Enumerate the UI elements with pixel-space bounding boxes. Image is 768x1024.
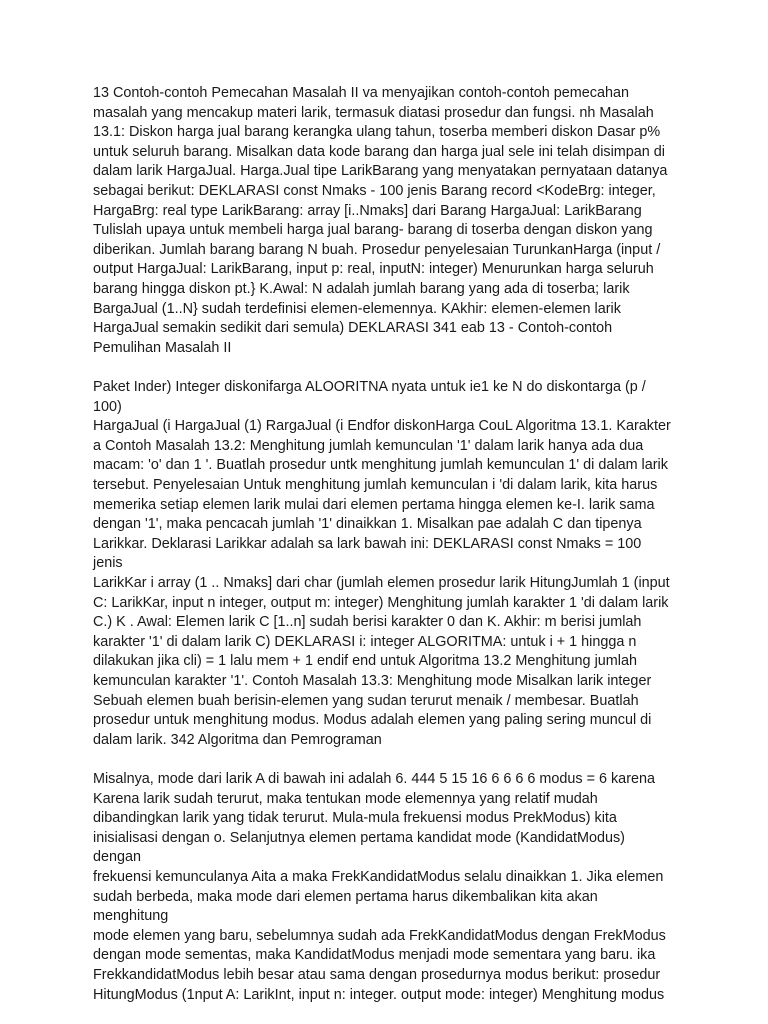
paragraph-1: 13 Contoh-contoh Pemecahan Masalah II va menyajikan contoh-contoh pemecahan masalah yang mencakup materi larik, termasuk diatasi prosedur dan fungsi. nh Masalah 13.1: Diskon harga jual barang kerangka ulang tahun, toserba memberi diskon Dasar p% untuk seluruh barang. Misalkan data kode barang dan harga jual sele ini telah disimpan di dalam larik HargaJual. Harga.Jual tipe LarikBarang yang menyatakan pernyataan datanya sebagai berikut: DEKLARASI const Nmaks - 100 jenis Barang record <KodeBrg: integer, HargaBrg: real type LarikBarang: array [i..Nmaks] dari Barang HargaJual: LarikBarang Tulislah upaya untuk membeli harga jual barang- barang di toserba dengan diskon yang diberikan. Jumlah barang barang N buah. Prosedur penyelesaian TurunkanHarga (input / output HargaJual: LarikBarang, input p: real, inputN: integer) Menurunkan harga seluruh barang hingga diskon pt.} K.Awal: N adalah jumlah barang yang ada di toserba; larik BargaJual (1..N} sudah terdefinisi elemen-elemennya. KAkhir: elemen-elemen larik HargaJual semakin sedikit dari semula) DEKLARASI 341 eab 13 - Contoh-contoh Pemulihan Masalah II: [93, 85, 668, 356]
paragraph-3: Misalnya, mode dari larik A di bawah ini adalah 6. 444 5 15 16 6 6 6 6 modus = 6 karena Karena larik sudah terurut, maka tentukan mode elemennya yang relatif mudah dibandingkan larik yang tidak terurut. Mula-mula frekuensi modus PrekModus) kita inisialisasi dengan o. Selanjutnya elemen pertama kandidat mode (KandidatModus) dengan frekuensi kemunculanya Aita a maka FrekKandidatModus selalu dinaikkan 1. Jika elemen sudah berbeda, maka mode dari elemen pertama harus dikembalikan kita akan menghitung mode elemen yang baru, sebelumnya sudah ada FrekKandidatModus dengan FrekModus dengan mode sementas, maka KandidatModus menjadi mode sementara yang baru. ika FrekkandidatModus lebih besar atau sama dengan prosedurnya modus berikut: prosedur HitungModus (1nput A: LarikInt, input n: integer. output mode: integer) Menghitung modus: [93, 771, 666, 1003]
paragraph-2: Paket Inder) Integer diskonifarga ALOORITNA nyata untuk ie1 ke N do diskontarga (p / 100) HargaJual (i HargaJual (1) RargaJual (i Endfor diskonHarga CouL Algoritma 13.1. Karakter a Contoh Masalah 13.2: Menghitung jumlah kemunculan '1' dalam larik hanya ada dua macam: 'o' dan 1 '. Buatlah prosedur untk menghitung jumlah kemunculan 1' di dalam larik tersebut. Penyelesaian Untuk menghitung jumlah kemunculan i 'di dalam larik, kita harus memerika setiap elemen larik mulai dari elemen pertama hingga elemen ke-I. larik sama dengan '1', maka pencacah jumlah '1' dinaikkan 1. Misalkan pae adalah C dan tipenya Larikkar. Deklarasi Larikkar adalah sa lark bawah ini: DEKLARASI const Nmaks = 100 jenis LarikKar i array (1 .. Nmaks] dari char (jumlah elemen prosedur larik HitungJumlah 1 (input C: LarikKar, input n integer, output m: integer) Menghitung jumlah karakter 1 'di dalam larik C.) K . Awal: Elemen larik C [1..n] sudah berisi karakter 0 dan K. Akhir: m berisi jumlah karakter '1' di dalam larik C) DEKLARASI i: integer ALGORITMA: untuk i + 1 hingga n dilakukan jika cli) = 1 lalu mem + 1 endif end untuk Algoritma 13.2 Menghitung jumlah kemunculan karakter '1'. Contoh Masalah 13.3: Menghitung mode Misalkan larik integer Sebuah elemen buah berisin-elemen yang sudan terurut menaik / membesar. Buatlah prosedur untuk menghitung modus. Modus adalah elemen yang paling sering muncul di dalam larik. 342 Algoritma dan Pemrograman: [93, 379, 671, 748]
